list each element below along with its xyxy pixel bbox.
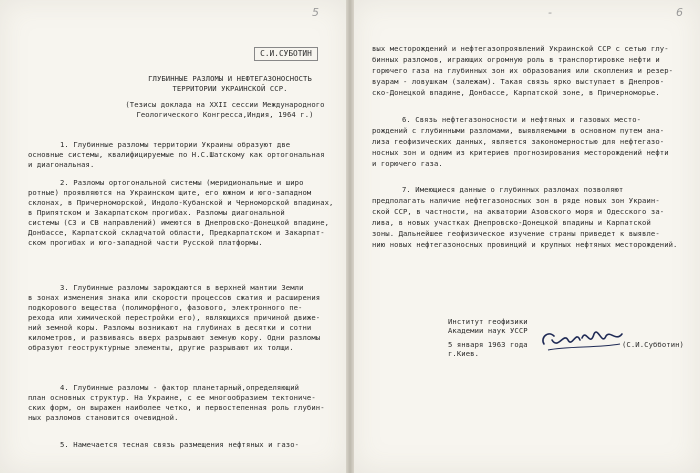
page-fold [346,0,354,473]
body-line: в зонах изменения знака или скорости процессов сжатия и расширения [28,293,321,302]
subtitle-line-2: Геологического Конгресса,Индия, 1964 г.) [136,110,314,119]
author-name: С.И.СУБОТИН [254,47,318,61]
subtitle-line-1: (Тезисы доклада на XXII сессии Международного [125,100,325,109]
page-number-right: 6 [676,6,683,19]
body-line: ных разломов становится очевидной. [28,413,179,422]
body-line: носных зон и одним из критериев прогнозирования месторождений нефти [372,148,669,157]
date-line: г.Киев. [448,349,479,358]
body-line: склонах, в Причерноморской, Индоло-Кубанской и Черноморской впадинах, [28,198,334,207]
body-line: 3. Глубинные разломы зарождаются в верхней мантии Земли [60,283,304,292]
body-line: километров, и развиваясь вверх разрывают земную кору. Одни разломы [28,333,321,342]
body-line: 5. Намечается тесная связь размещения нефтяных и газо- [60,440,300,449]
date-line: 5 января 1963 года [448,340,528,349]
body-line: горючего газа на глубинных зон их образования или скопления и резер- [372,66,674,75]
body-line: и диагональная. [28,160,95,169]
body-line: подкорового вещества (полиморфного, фазового, электронного пе- [28,303,303,312]
body-line: 7. Имеющиеся данные о глубинных разломах позволяют [402,185,624,194]
body-line: лива, в новых участках Днепровско-Донецкой впадины и Карпатской [372,218,651,227]
body-line: 2. Разломы ортогональной системы (меридиональные и широ [60,178,304,187]
body-line: и горючего газа. [372,159,443,168]
signature-name: (С.И.Субботин) [622,340,684,349]
page-mark-right: - [548,6,552,19]
body-line: образуют геоструктурные элементы, другие разрывают их толщи. [28,343,294,352]
body-line: предполагать наличие нефтегазоносных зон в ряде новых зон Украин- [372,196,660,205]
body-line: рождений с глубинными разломами, выявляемыми в основном путем ана- [372,126,665,135]
body-line: 6. Связь нефтегазоносности и нефтяных и газовых место- [402,115,642,124]
body-line: ских форм, он выражен наиболее четко, и первостепенная роль глубин- [28,403,325,412]
handwritten-signature [538,320,628,360]
body-line: лиза геофизических данных, является закономерностью для нефтегазо- [372,137,665,146]
body-line: вых месторождений и нефтегазопроявлений Украинской ССР с сетью глу- [372,44,669,53]
body-line: нию новых нефтегазоносных провинций и крупных нефтяных месторождений. [372,240,678,249]
page-number-left: 5 [312,6,319,19]
body-line: зоны. Дальнейшее геофизическое изучение страны приведет к выявле- [372,229,660,238]
institute-line: Институт геофизики [448,317,528,326]
body-line: 4. Глубинные разломы - фактор планетарный,определяющий [60,383,300,392]
body-line: вуарам - ловушкам (залежам). Такая связь ярко выступает в Днепров- [372,77,665,86]
body-line: рехода или химической перестройки его), являющихся причиной движе- [28,313,321,322]
title-line-2: ТЕРРИТОРИИ УКРАИНСКОЙ ССР. [172,84,288,93]
title-line-1: ГЛУБИННЫЕ РАЗЛОМЫ И НЕФТЕГАЗОНОСНОСТЬ [148,74,312,83]
body-line: ротные) проявляются на Украинском щите, его южном и юго-западном [28,188,312,197]
body-line: ско-Донецкой впадине, Донбассе, Карпатской зоне, в Причерноморье. [372,88,660,97]
body-line: бинных разломов, играющих огромную роль в транспортировке нефти и [372,55,660,64]
body-line: в Припятском и Закарпатском прогибах. Разломы диагональной [28,208,285,217]
body-line: ний земной коры. Разломы возникают на глубинах в десятки и сотни [28,323,312,332]
body-line: 1. Глубинные разломы территории Украины образуют две [60,140,291,149]
body-line: основные системы, квалифицируемые по Н.С.Шатскому как ортогональная [28,150,325,159]
body-line: системы (СЗ и СВ направлений) имеются в Днепровско-Донецкой впадине, [28,218,330,227]
body-line: ском прогибах и юго-западной части Русской платформы. [28,238,263,247]
body-line: ской ССР, в частности, на акватории Азовского моря и Одесского за- [372,207,665,216]
body-line: Донбассе, Карпатской складчатой области, Предкарпатском и Закарпат- [28,228,325,237]
body-line: план основных структур. На Украине, с ее многообразием тектониче- [28,393,316,402]
institute-line: Академии наук УССР [448,326,528,335]
